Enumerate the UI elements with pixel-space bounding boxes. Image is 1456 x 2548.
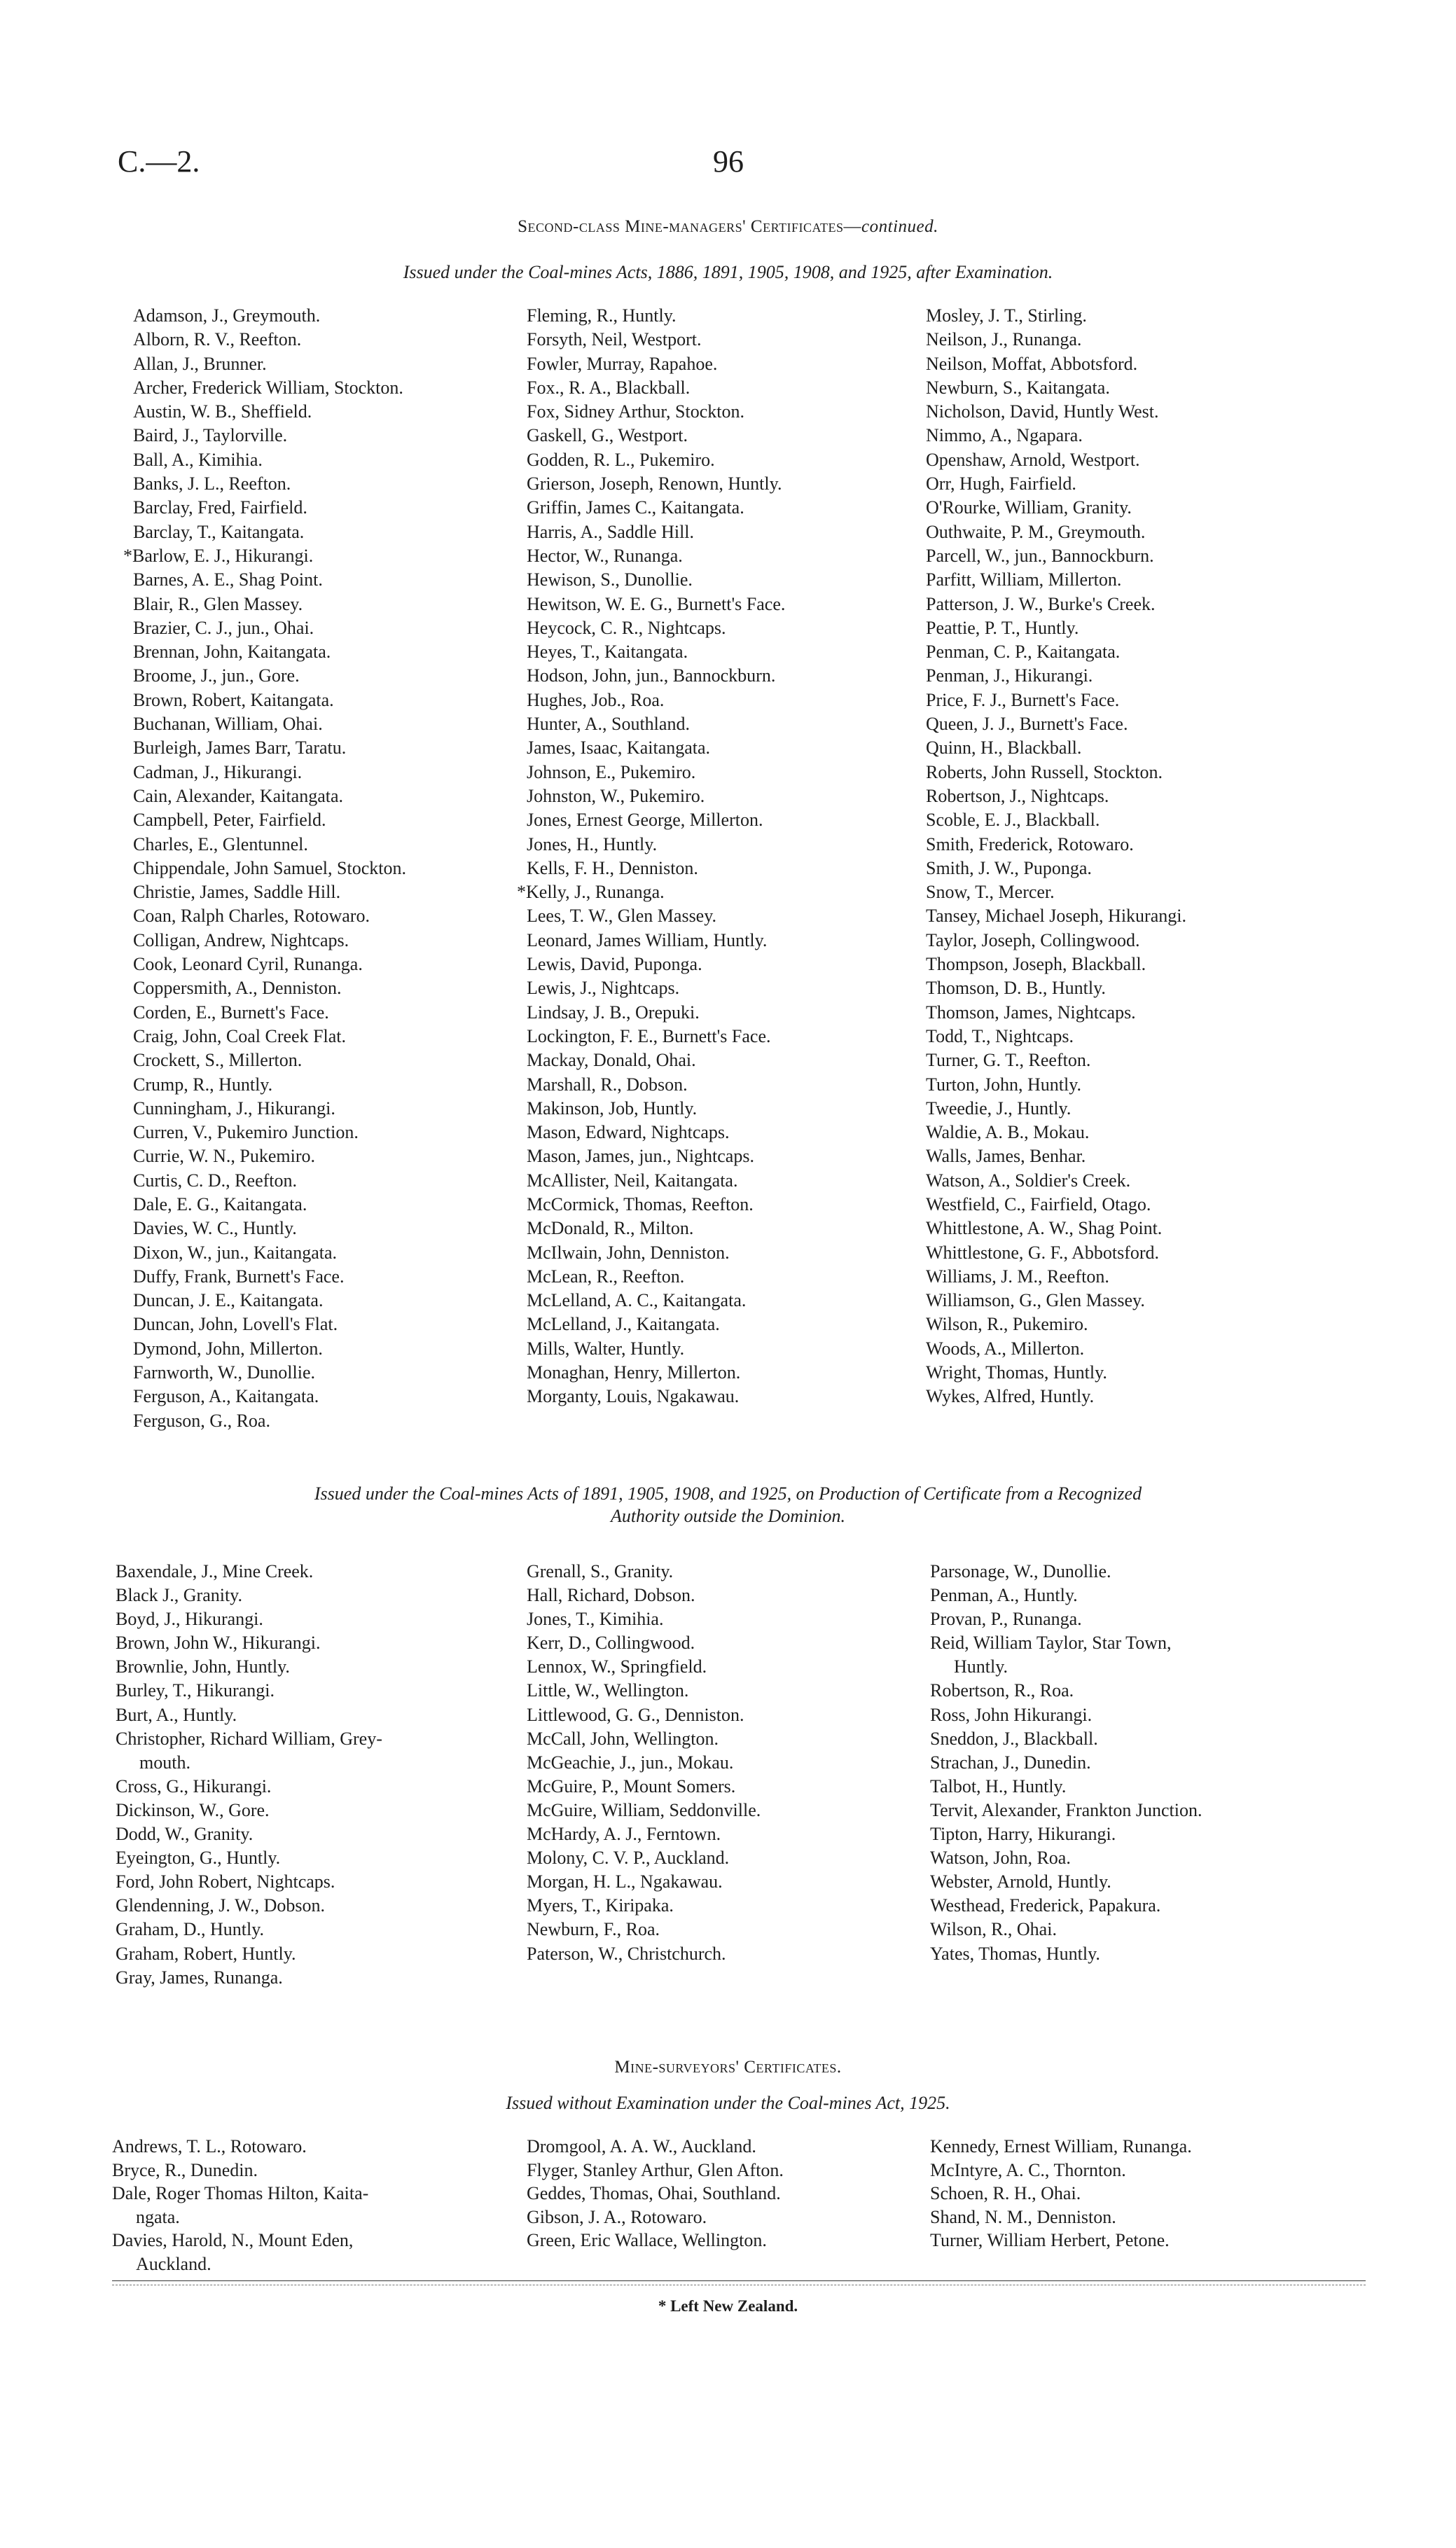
list-item: McIlwain, John, Denniston. [527, 1242, 730, 1263]
list-item: Austin, W. B., Sheffield. [133, 401, 312, 422]
list-item: Brown, Robert, Kaitangata. [133, 689, 334, 710]
list-item: Currie, W. N., Pukemiro. [133, 1146, 315, 1167]
list-item: Burleigh, James Barr, Taratu. [133, 738, 347, 759]
list-item: Brownlie, John, Huntly. [116, 1656, 290, 1677]
list-item: Kennedy, Ernest William, Runanga. [930, 2136, 1192, 2156]
list-item: Tweedie, J., Huntly. [926, 1098, 1072, 1119]
list-item: Smith, Frederick, Rotowaro. [926, 833, 1134, 854]
list-item: Glendenning, J. W., Dobson. [116, 1895, 325, 1916]
list-item: McGeachie, J., jun., Mokau. [527, 1752, 734, 1773]
list-item: McGuire, William, Seddonville. [527, 1799, 761, 1820]
list-item: Lewis, J., Nightcaps. [527, 978, 680, 999]
list-item: Banks, J. L., Reefton. [133, 473, 291, 494]
list-item: Flyger, Stanley Arthur, Glen Afton. [527, 2159, 784, 2180]
list-item: Morgan, H. L., Ngakawau. [527, 1871, 723, 1892]
list-item: Kells, F. H., Denniston. [527, 857, 698, 878]
list-item: Reid, William Taylor, Star Town, [930, 1633, 1172, 1654]
list-item: Whittlestone, G. F., Abbotsford. [926, 1242, 1160, 1263]
list-item: Yates, Thomas, Huntly. [930, 1943, 1100, 1964]
list-item: McLelland, A. C., Kaitangata. [527, 1290, 747, 1311]
list-item: Openshaw, Arnold, Westport. [926, 449, 1140, 470]
list-item: Ball, A., Kimihia. [133, 449, 263, 470]
name-list-column-2 [517, 304, 919, 1409]
list-item: Thomson, James, Nightcaps. [926, 1002, 1136, 1023]
list-item: Parsonage, W., Dunollie. [930, 1561, 1111, 1581]
section2-subtitle-line-2: Authority outside the Dominion. [610, 1506, 846, 1526]
list-item: Burley, T., Hikurangi. [116, 1680, 275, 1701]
list-item: Jones, Ernest George, Millerton. [527, 810, 763, 831]
list-item: Neilson, J., Runanga. [926, 329, 1082, 350]
list-item: Woods, A., Millerton. [926, 1338, 1085, 1359]
list-item: Green, Eric Wallace, Wellington. [527, 2230, 767, 2250]
list-item: Dixon, W., jun., Kaitangata. [133, 1242, 338, 1263]
list-item: Molony, C. V. P., Auckland. [527, 1848, 730, 1869]
page-number: 96 [713, 144, 744, 179]
list-item: Fox, Sidney Arthur, Stockton. [527, 401, 744, 422]
list-item: Christopher, Richard William, Grey- [116, 1728, 382, 1749]
list-item: Barnes, A. E., Shag Point. [133, 569, 323, 590]
section2-subtitle [0, 1483, 1456, 1528]
list-item: Boyd, J., Hikurangi. [116, 1609, 263, 1630]
list-item: Williamson, G., Glen Massey. [926, 1290, 1145, 1311]
list-item: Farnworth, W., Dunollie. [133, 1362, 315, 1383]
list-item: Waldie, A. B., Mokau. [926, 1122, 1090, 1143]
list-item: Williams, J. M., Reefton. [926, 1266, 1109, 1287]
list-item: Baxendale, J., Mine Creek. [116, 1561, 314, 1581]
list-item: Allan, J., Brunner. [133, 353, 267, 374]
list-item: Littlewood, G. G., Denniston. [527, 1704, 744, 1725]
list-item: Watson, John, Roa. [930, 1848, 1071, 1869]
list-item: Marshall, R., Dobson. [527, 1074, 688, 1095]
list-item: Graham, D., Huntly. [116, 1919, 265, 1940]
list-item: Hall, Richard, Dobson. [527, 1585, 695, 1606]
section-title-text: Second-class Mine-managers' Certificates— [518, 217, 862, 236]
list-item: Dickinson, W., Gore. [116, 1799, 270, 1820]
list-item: Outhwaite, P. M., Greymouth. [926, 521, 1146, 542]
list-item: McHardy, A. J., Ferntown. [527, 1824, 721, 1845]
list-item: Dale, Roger Thomas Hilton, Kaita- [112, 2183, 369, 2203]
list-item: Penman, J., Hikurangi. [926, 665, 1093, 686]
recognized-list-column-3 [930, 1560, 1359, 1966]
list-item: Quinn, H., Blackball. [926, 738, 1082, 759]
list-item: Orr, Hugh, Fairfield. [926, 473, 1076, 494]
list-item: Archer, Frederick William, Stockton. [133, 377, 403, 398]
list-item: Crockett, S., Millerton. [133, 1050, 303, 1071]
surveyors-title: Mine-surveyors' Certificates. [614, 2058, 842, 2077]
list-item: Shand, N. M., Denniston. [930, 2206, 1116, 2227]
list-item: Peattie, P. T., Huntly. [926, 617, 1079, 638]
list-item: Mackay, Donald, Ohai. [527, 1050, 696, 1071]
list-item: Forsyth, Neil, Westport. [527, 329, 702, 350]
list-item: mouth. [139, 1752, 190, 1773]
recognized-list-column-2 [527, 1560, 926, 1966]
list-item: Mason, Edward, Nightcaps. [527, 1122, 730, 1143]
list-item: Cain, Alexander, Kaitangata. [133, 785, 344, 806]
list-item: Duncan, John, Lovell's Flat. [133, 1314, 338, 1335]
divider-rule [112, 2280, 1366, 2281]
list-item: McGuire, P., Mount Somers. [527, 1775, 736, 1796]
list-item: Mills, Walter, Huntly. [527, 1338, 685, 1359]
list-item: Turner, William Herbert, Petone. [930, 2230, 1170, 2250]
list-item: Patterson, J. W., Burke's Creek. [926, 593, 1156, 614]
section-title-continued: continued. [861, 217, 938, 236]
list-item: Godden, R. L., Pukemiro. [527, 449, 715, 470]
list-item: Robertson, J., Nightcaps. [926, 785, 1109, 806]
list-item: *Kelly, J., Runanga. [517, 882, 665, 903]
document-reference: C.—2. [118, 144, 200, 179]
surveyor-list-column-1 [112, 2135, 515, 2276]
list-item: Snow, T., Mercer. [926, 882, 1055, 903]
list-item: Davies, Harold, N., Mount Eden, [112, 2230, 354, 2250]
list-item: Geddes, Thomas, Ohai, Southland. [527, 2183, 781, 2203]
list-item: Myers, T., Kiripaka. [527, 1895, 674, 1916]
list-item: Fleming, R., Huntly. [527, 305, 677, 326]
list-item: Paterson, W., Christchurch. [527, 1943, 726, 1964]
list-item: Price, F. J., Burnett's Face. [926, 689, 1120, 710]
list-item: Gray, James, Runanga. [116, 1967, 283, 1988]
list-item: Heyes, T., Kaitangata. [527, 642, 688, 663]
list-item: Harris, A., Saddle Hill. [527, 521, 695, 542]
list-item: *Barlow, E. J., Hikurangi. [123, 545, 314, 566]
list-item: Dymond, John, Millerton. [133, 1338, 323, 1359]
list-item: Auckland. [136, 2253, 212, 2274]
list-item: Black J., Granity. [116, 1585, 242, 1606]
list-item: Talbot, H., Huntly. [930, 1775, 1067, 1796]
list-item: Thomson, D. B., Huntly. [926, 978, 1106, 999]
list-item: Fowler, Murray, Rapahoe. [527, 353, 718, 374]
list-item: Wilson, R., Ohai. [930, 1919, 1057, 1940]
list-item: Parcell, W., jun., Bannockburn. [926, 545, 1154, 566]
list-item: Blair, R., Glen Massey. [133, 593, 303, 614]
list-item: Kerr, D., Collingwood. [527, 1633, 695, 1654]
list-item: James, Isaac, Kaitangata. [527, 738, 711, 759]
name-list-column-3 [926, 304, 1346, 1409]
list-item: Turner, G. T., Reefton. [926, 1050, 1091, 1071]
list-item: Wright, Thomas, Huntly. [926, 1362, 1107, 1383]
list-item: Barclay, Fred, Fairfield. [133, 497, 307, 518]
list-item: McDonald, R., Milton. [527, 1218, 694, 1239]
list-item: Taylor, Joseph, Collingwood. [926, 929, 1140, 950]
list-item: Whittlestone, A. W., Shag Point. [926, 1218, 1163, 1239]
list-item: Hodson, John, jun., Bannockburn. [527, 665, 776, 686]
list-item: Scoble, E. J., Blackball. [926, 810, 1100, 831]
list-item: Webster, Arnold, Huntly. [930, 1871, 1111, 1892]
list-item: Gaskell, G., Westport. [527, 425, 688, 446]
list-item: Thompson, Joseph, Blackball. [926, 954, 1146, 975]
list-item: McCormick, Thomas, Reefton. [527, 1193, 754, 1214]
list-item: Sneddon, J., Blackball. [930, 1728, 1098, 1749]
list-item: Robertson, R., Roa. [930, 1680, 1074, 1701]
list-item: Heycock, C. R., Nightcaps. [527, 617, 726, 638]
list-item: Griffin, James C., Kaitangata. [527, 497, 744, 518]
list-item: Johnston, W., Pukemiro. [527, 785, 705, 806]
list-item: Schoen, R. H., Ohai. [930, 2183, 1081, 2203]
list-item: Penman, C. P., Kaitangata. [926, 642, 1121, 663]
list-item: Wilson, R., Pukemiro. [926, 1314, 1088, 1335]
list-item: McCall, John, Wellington. [527, 1728, 719, 1749]
list-item: Curren, V., Pukemiro Junction. [133, 1122, 359, 1143]
list-item: Bryce, R., Dunedin. [112, 2159, 258, 2180]
list-item: ngata. [136, 2206, 180, 2227]
list-item: Davies, W. C., Huntly. [133, 1218, 297, 1239]
list-item: Cross, G., Hikurangi. [116, 1775, 272, 1796]
list-item: Duffy, Frank, Burnett's Face. [133, 1266, 345, 1287]
list-item: Todd, T., Nightcaps. [926, 1025, 1074, 1046]
list-item: Smith, J. W., Puponga. [926, 857, 1092, 878]
list-item: Cook, Leonard Cyril, Runanga. [133, 954, 363, 975]
list-item: Cadman, J., Hikurangi. [133, 761, 303, 782]
list-item: Nicholson, David, Huntly West. [926, 401, 1159, 422]
list-item: McAllister, Neil, Kaitangata. [527, 1170, 738, 1191]
list-item: Alborn, R. V., Reefton. [133, 329, 302, 350]
list-item: Walls, James, Benhar. [926, 1146, 1086, 1167]
list-item: Tervit, Alexander, Frankton Junction. [930, 1799, 1202, 1820]
list-item: Ford, John Robert, Nightcaps. [116, 1871, 335, 1892]
footnote: * Left New Zealand. [658, 2297, 798, 2315]
list-item: Westfield, C., Fairfield, Otago. [926, 1193, 1151, 1214]
list-item: Lindsay, J. B., Orepuki. [527, 1002, 700, 1023]
list-item: McLelland, J., Kaitangata. [527, 1314, 720, 1335]
list-item: Baird, J., Taylorville. [133, 425, 288, 446]
list-item: Morganty, Louis, Ngakawau. [527, 1386, 740, 1407]
list-item: Barclay, T., Kaitangata. [133, 521, 305, 542]
list-item: Christie, James, Saddle Hill. [133, 882, 341, 903]
list-item: Grierson, Joseph, Renown, Huntly. [527, 473, 782, 494]
list-item: Eyeington, G., Huntly. [116, 1848, 281, 1869]
section-title [0, 217, 1456, 237]
section-subtitle: Issued under the Coal-mines Acts, 1886, 1891, 1905, 1908, and 1925, after Examination. [403, 262, 1053, 282]
list-item: Buchanan, William, Ohai. [133, 714, 323, 735]
list-item: Duncan, J. E., Kaitangata. [133, 1290, 324, 1311]
list-item: Tansey, Michael Joseph, Hikurangi. [926, 906, 1186, 927]
list-item: Westhead, Frederick, Papakura. [930, 1895, 1161, 1916]
section2-subtitle-line-1: Issued under the Coal-mines Acts of 1891, 1905, 1908, and 1925, on Production of Certificate from a Recognized [314, 1483, 1142, 1504]
list-item: O'Rourke, William, Granity. [926, 497, 1132, 518]
list-item: Nimmo, A., Ngapara. [926, 425, 1083, 446]
list-item: Brazier, C. J., jun., Ohai. [133, 617, 314, 638]
name-list-column-1 [123, 304, 525, 1433]
list-item: Dromgool, A. A. W., Auckland. [527, 2136, 756, 2156]
list-item: Hewison, S., Dunollie. [527, 569, 693, 590]
list-item: Dodd, W., Granity. [116, 1824, 254, 1845]
list-item: Broome, J., jun., Gore. [133, 665, 300, 686]
list-item: Jones, T., Kimihia. [527, 1609, 664, 1630]
list-item: Jones, H., Huntly. [527, 833, 658, 854]
list-item: Graham, Robert, Huntly. [116, 1943, 296, 1964]
list-item: Fox., R. A., Blackball. [527, 377, 691, 398]
surveyors-subtitle: Issued without Examination under the Coal-mines Act, 1925. [506, 2093, 950, 2113]
list-item: Craig, John, Coal Creek Flat. [133, 1025, 347, 1046]
list-item: Watson, A., Soldier's Creek. [926, 1170, 1131, 1191]
list-item: Ferguson, G., Roa. [133, 1410, 270, 1431]
list-item: Johnson, E., Pukemiro. [527, 761, 696, 782]
list-item: Chippendale, John Samuel, Stockton. [133, 857, 406, 878]
list-item: Huntly. [954, 1656, 1008, 1677]
list-item: Monaghan, Henry, Millerton. [527, 1362, 741, 1383]
list-item: Roberts, John Russell, Stockton. [926, 761, 1163, 782]
list-item: Penman, A., Huntly. [930, 1585, 1078, 1606]
list-item: McIntyre, A. C., Thornton. [930, 2159, 1126, 2180]
list-item: Grenall, S., Granity. [527, 1561, 674, 1581]
list-item: Coan, Ralph Charles, Rotowaro. [133, 906, 370, 927]
list-item: Neilson, Moffat, Abbotsford. [926, 353, 1138, 374]
list-item: Dale, E. G., Kaitangata. [133, 1193, 307, 1214]
list-item: Crump, R., Huntly. [133, 1074, 273, 1095]
list-item: Leonard, James William, Huntly. [527, 929, 768, 950]
list-item: Little, W., Wellington. [527, 1680, 689, 1701]
recognized-list-column-1 [116, 1560, 520, 1990]
list-item: Makinson, Job, Huntly. [527, 1098, 698, 1119]
list-item: Hewitson, W. E. G., Burnett's Face. [527, 593, 786, 614]
list-item: Parfitt, William, Millerton. [926, 569, 1122, 590]
list-item: Lees, T. W., Glen Massey. [527, 906, 717, 927]
list-item: Gibson, J. A., Rotowaro. [527, 2206, 707, 2227]
list-item: Cunningham, J., Hikurangi. [133, 1098, 335, 1119]
list-item: Lockington, F. E., Burnett's Face. [527, 1025, 771, 1046]
list-item: McLean, R., Reefton. [527, 1266, 685, 1287]
list-item: Brennan, John, Kaitangata. [133, 642, 331, 663]
list-item: Burt, A., Huntly. [116, 1704, 237, 1725]
list-item: Charles, E., Glentunnel. [133, 833, 308, 854]
list-item: Curtis, C. D., Reefton. [133, 1170, 297, 1191]
list-item: Provan, P., Runanga. [930, 1609, 1082, 1630]
list-item: Newburn, F., Roa. [527, 1919, 660, 1940]
list-item: Colligan, Andrew, Nightcaps. [133, 929, 349, 950]
list-item: Andrews, T. L., Rotowaro. [112, 2136, 307, 2156]
list-item: Hunter, A., Southland. [527, 714, 690, 735]
list-item: Wykes, Alfred, Huntly. [926, 1386, 1095, 1407]
surveyor-list-column-2 [527, 2135, 926, 2252]
list-item: Lewis, David, Puponga. [527, 954, 702, 975]
list-item: Queen, J. J., Burnett's Face. [926, 714, 1128, 735]
list-item: Adamson, J., Greymouth. [133, 305, 321, 326]
list-item: Lennox, W., Springfield. [527, 1656, 707, 1677]
list-item: Brown, John W., Hikurangi. [116, 1633, 321, 1654]
list-item: Coppersmith, A., Denniston. [133, 978, 342, 999]
list-item: Hector, W., Runanga. [527, 545, 683, 566]
list-item: Strachan, J., Dunedin. [930, 1752, 1091, 1773]
list-item: Corden, E., Burnett's Face. [133, 1002, 329, 1023]
surveyor-list-column-3 [930, 2135, 1359, 2252]
list-item: Ross, John Hikurangi. [930, 1704, 1093, 1725]
list-item: Tipton, Harry, Hikurangi. [930, 1824, 1116, 1845]
list-item: Campbell, Peter, Fairfield. [133, 810, 326, 831]
list-item: Mosley, J. T., Stirling. [926, 305, 1087, 326]
list-item: Mason, James, jun., Nightcaps. [527, 1146, 754, 1167]
list-item: Ferguson, A., Kaitangata. [133, 1386, 319, 1407]
list-item: Newburn, S., Kaitangata. [926, 377, 1110, 398]
list-item: Turton, John, Huntly. [926, 1074, 1082, 1095]
list-item: Hughes, Job., Roa. [527, 689, 665, 710]
